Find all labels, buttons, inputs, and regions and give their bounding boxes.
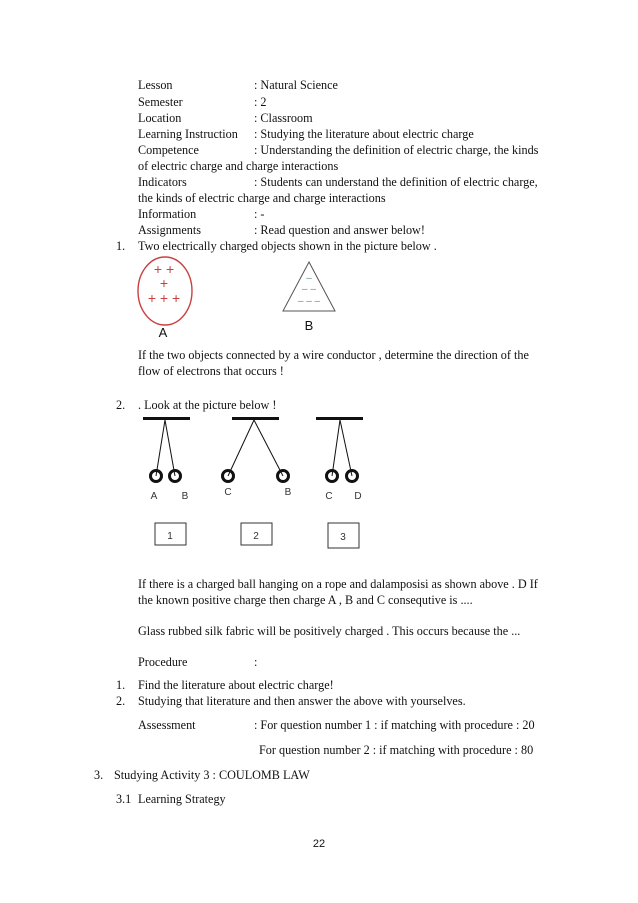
string-a (156, 420, 165, 476)
string-c (228, 420, 254, 476)
indicators-value: : Students can understand the definition of electric charge, (254, 175, 538, 189)
question-2-paragraph-line-2: the known positive charge then charge A , B and C consequtive is .... (138, 593, 473, 607)
positive-charges-row-3: + + + (147, 290, 181, 306)
assessment-line-1: : For question number 1 : if matching with procedure : 20 (254, 718, 535, 732)
section-3-title: Studying Activity 3 : COULOMB LAW (114, 768, 310, 782)
learning-instruction-label: Learning Instruction (138, 127, 238, 141)
positive-charges-row-1: + + (153, 261, 175, 277)
negative-charges-row-1: – (306, 273, 312, 284)
competence-label: Competence (138, 143, 199, 157)
string-d (340, 420, 352, 476)
information-value: : - (254, 207, 265, 221)
ball-label-c: C (224, 487, 232, 498)
procedure-value: : (254, 655, 258, 669)
lesson-label: Lesson (138, 78, 173, 92)
support-bar-3 (316, 417, 363, 420)
location-label: Location (138, 111, 182, 125)
ball-label-d: D (354, 491, 362, 502)
assessment-line-2: For question number 2 : if matching with procedure : 80 (259, 743, 534, 757)
position-box-2-label: 2 (253, 531, 259, 542)
indicators-continuation: the kinds of electric charge and charge interactions (138, 191, 386, 205)
ball-label-b-2: B (284, 487, 292, 498)
question-1-number: 1. (116, 239, 126, 253)
assignments-label: Assignments (138, 223, 201, 237)
question-1-text: Two electrically charged objects shown in the picture below . (138, 239, 437, 253)
position-box-3-label: 3 (340, 532, 346, 543)
location-value: : Classroom (254, 111, 313, 125)
question-2-text: . Look at the picture below ! (138, 398, 277, 412)
lesson-value: : Natural Science (254, 78, 338, 92)
competence-value: : Understanding the definition of electric charge, the kinds (254, 143, 539, 157)
step-1-number: 1. (116, 678, 126, 692)
figure-2-hanging-balls (143, 417, 363, 548)
position-box-1-label: 1 (167, 531, 173, 542)
negative-charges-row-2: – – (302, 284, 316, 295)
indicators-label: Indicators (138, 175, 187, 189)
positive-charges-row-2: + (159, 275, 169, 291)
step-1-text: Find the literature about electric charge! (138, 678, 334, 692)
ball-label-a: A (150, 491, 158, 502)
string-b-2 (254, 420, 283, 476)
section-3-1-number: 3.1 (116, 792, 132, 806)
information-label: Information (138, 207, 197, 221)
question-1-followup-line-2: flow of electrons that occurs ! (138, 364, 284, 378)
object-a-label: A (158, 325, 168, 340)
ball-label-b: B (181, 491, 189, 502)
procedure-label: Procedure (138, 655, 188, 669)
ball-label-c-2: C (325, 491, 333, 502)
semester-label: Semester (138, 95, 183, 109)
page-number: 22 (312, 838, 326, 850)
object-b-label: B (304, 318, 314, 333)
question-2-glass-question: Glass rubbed silk fabric will be positively charged . This occurs because the ... (138, 624, 521, 638)
step-2-number: 2. (116, 694, 126, 708)
string-b (165, 420, 175, 476)
string-c-2 (332, 420, 340, 476)
question-2-paragraph-line-1: If there is a charged ball hanging on a rope and dalamposisi as shown above . D If (138, 577, 538, 591)
section-3-number: 3. (94, 768, 104, 782)
support-bar-1 (143, 417, 190, 420)
competence-continuation: of electric charge and charge interactions (138, 159, 339, 173)
question-2-number: 2. (116, 398, 126, 412)
semester-value: : 2 (254, 95, 267, 109)
section-3-1-title: Learning Strategy (138, 792, 226, 806)
support-bar-2 (232, 417, 279, 420)
negative-charges-row-3: – – – (297, 296, 321, 307)
assignments-value: : Read question and answer below! (254, 223, 425, 237)
assessment-label: Assessment (138, 718, 196, 732)
question-1-followup-line-1: If the two objects connected by a wire conductor , determine the direction of the (138, 348, 529, 362)
step-2-text: Studying that literature and then answer the above with yourselves. (138, 694, 466, 708)
learning-instruction-value: : Studying the literature about electric charge (254, 127, 474, 141)
